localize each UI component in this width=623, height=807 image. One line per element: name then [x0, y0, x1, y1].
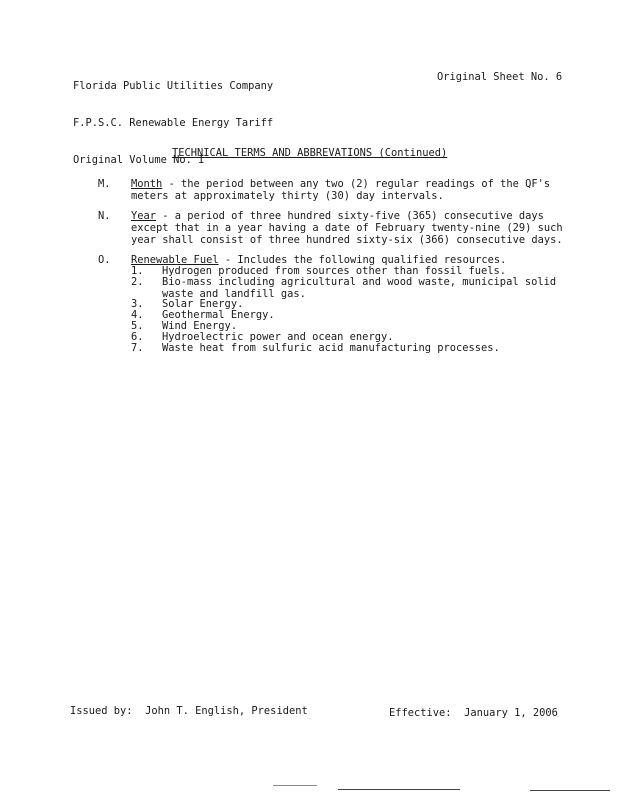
list-item — [131, 298, 581, 309]
term-letter: N. — [98, 210, 111, 222]
item-text: Bio-mass including agricultural and wood waste, municipal solid — [162, 276, 557, 288]
item-number: 1. — [131, 265, 144, 277]
item-number: 4. — [131, 309, 144, 321]
sheet-number: Original Sheet No. 6 — [437, 71, 563, 83]
item-number: 5. — [131, 320, 144, 332]
term-name: Renewable Fuel — [131, 254, 219, 266]
definition-text: - the period between any two (2) regular readings of the QF's — [162, 178, 551, 190]
list-item — [131, 309, 581, 320]
tariff-name: F.P.S.C. Renewable Energy Tariff — [73, 117, 274, 129]
list-item — [131, 276, 581, 298]
company-name: Florida Public Utilities Company — [73, 80, 274, 92]
scan-artifact-line — [338, 789, 460, 790]
scan-artifact-line — [530, 790, 610, 791]
item-text: Hydroelectric power and ocean energy. — [162, 331, 394, 343]
company-header — [73, 56, 273, 179]
definition-text: - a period of three hundred sixty-five (365) consecutive days — [156, 210, 544, 222]
resource-list — [131, 265, 581, 353]
definition-text: - Includes the following qualified resources. — [218, 254, 507, 266]
term-letter: O. — [98, 254, 111, 266]
term-name: Month — [131, 178, 163, 190]
item-text: Solar Energy. — [162, 298, 244, 310]
volume-number: Original Volume No. I — [73, 154, 205, 166]
term-name: Year — [131, 210, 157, 222]
item-number: 3. — [131, 298, 144, 310]
section-title: TECHNICAL TERMS AND ABBREVATIONS (Continued) — [172, 147, 448, 159]
definition-text: year shall consist of three hundred sixty-six (366) consecutive days. — [131, 234, 563, 246]
issued-by: Issued by: John T. English, President — [70, 705, 308, 717]
scan-artifact-line — [273, 785, 317, 786]
definition-text: meters at approximately thirty (30) day intervals. — [131, 190, 444, 202]
list-item — [131, 265, 581, 276]
term-definition — [131, 178, 571, 202]
list-item — [131, 342, 581, 353]
list-item — [131, 331, 581, 342]
item-number: 6. — [131, 331, 144, 343]
definition-text: except that in a year having a date of February twenty-nine (29) such — [131, 222, 563, 234]
item-text: Wind Energy. — [162, 320, 238, 332]
item-text: Waste heat from sulfuric acid manufacturing processes. — [162, 342, 500, 354]
term-definition — [131, 210, 571, 246]
term-letter: M. — [98, 178, 111, 190]
item-number: 2. — [131, 276, 144, 288]
item-text: waste and landfill gas. — [162, 288, 306, 300]
item-number: 7. — [131, 342, 144, 354]
item-text: Geothermal Energy. — [162, 309, 275, 321]
list-item — [131, 320, 581, 331]
effective-date: Effective: January 1, 2006 — [389, 707, 558, 719]
item-text: Hydrogen produced from sources other than fossil fuels. — [162, 265, 507, 277]
